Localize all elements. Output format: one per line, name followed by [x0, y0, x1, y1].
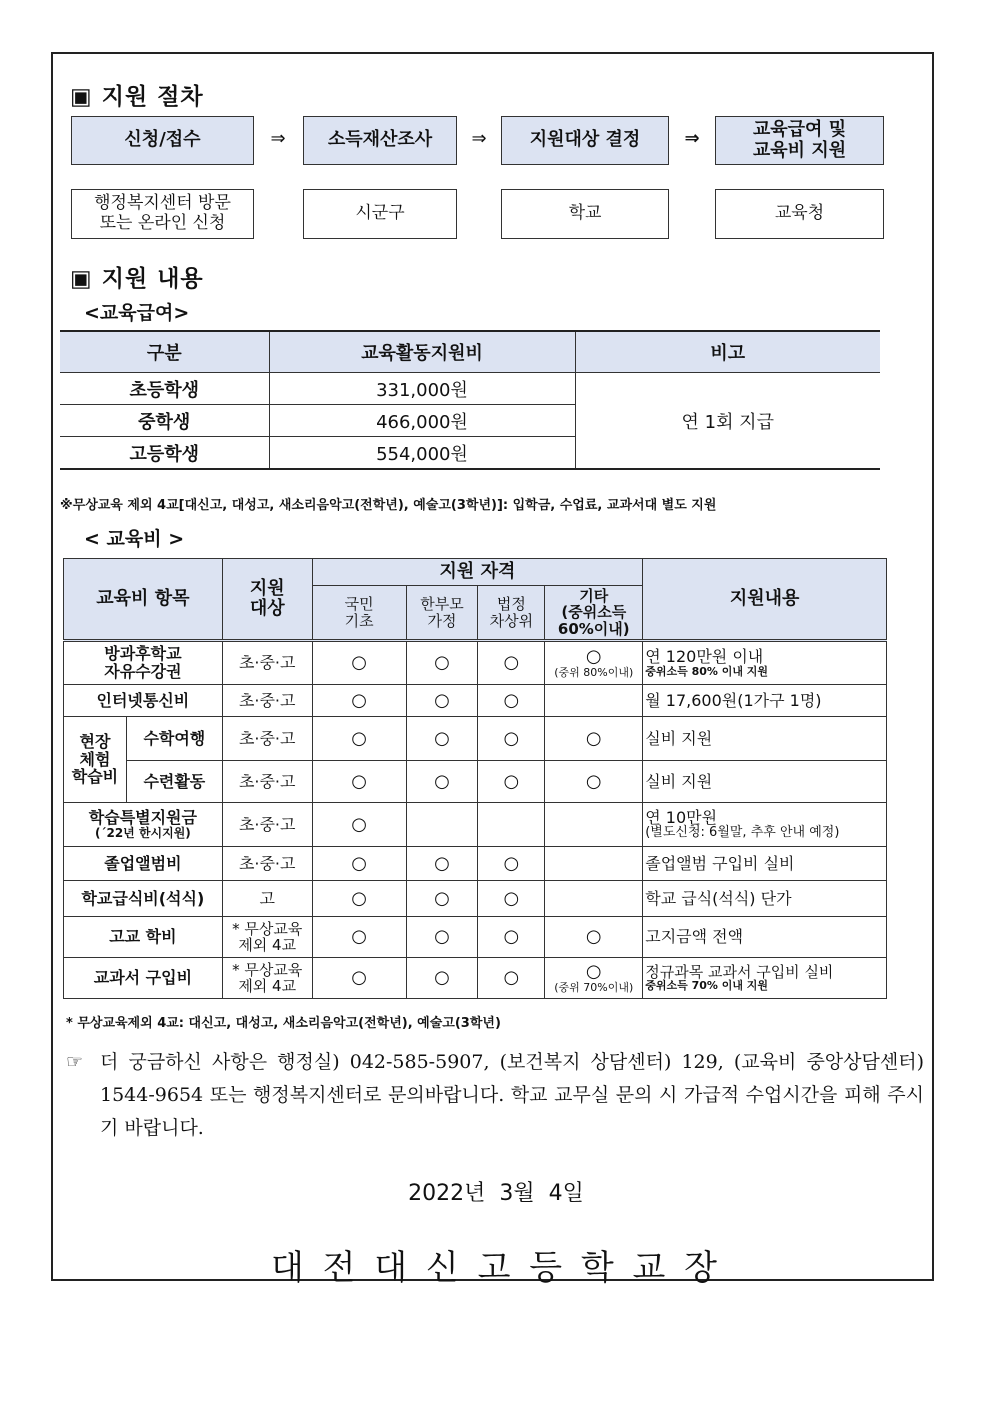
row-label: 인터넷통신비 — [64, 685, 223, 717]
content-main: 연 10만원 — [645, 807, 718, 827]
header-category: 구분 — [60, 331, 269, 373]
step-income-survey: 소득재산조사 — [303, 116, 457, 165]
check-circle-icon: ○ — [478, 717, 545, 761]
header-target: 지원 대상 — [222, 559, 312, 641]
table-row — [64, 761, 887, 803]
check-circle-icon: ○ — [478, 847, 545, 881]
table-row — [64, 917, 887, 958]
table-header-row — [60, 331, 880, 373]
row-content: 졸업앨범 구입비 실비 — [643, 847, 887, 881]
table-row — [64, 685, 887, 717]
row-amount: 331,000원 — [269, 373, 575, 405]
row-amount: 554,000원 — [269, 437, 575, 470]
empty-cell — [545, 803, 643, 847]
agent-school: 학교 — [501, 189, 669, 239]
cost-subtitle: < 교육비 > — [84, 528, 185, 550]
row-label: 방과후학교 자유수강권 — [64, 641, 223, 685]
header-single-parent: 한부모 가정 — [406, 586, 478, 641]
cost-note: * 무상교육제외 4교: 대신고, 대성고, 새소리음악고(전학년), 예술고(3학년) — [66, 1016, 501, 1031]
row-target: 초·중·고 — [222, 847, 312, 881]
check-circle-icon: ○ — [545, 917, 643, 958]
row-target: * 무상교육 제외 4교 — [222, 917, 312, 958]
arrow-right-icon: ⇒ — [684, 128, 700, 149]
header-qualification: 지원 자격 — [312, 559, 643, 586]
benefit-subtitle: <교육급여> — [84, 302, 190, 324]
check-circle-icon: ○ — [406, 641, 478, 685]
row-label: 수학여행 — [126, 717, 222, 761]
arrow-right-icon: ⇒ — [270, 128, 286, 149]
check-circle-icon: ○ — [312, 958, 406, 999]
check-circle-icon: ○ — [312, 881, 406, 917]
row-amount: 466,000원 — [269, 405, 575, 437]
row-label: 학교급식비(석식) — [64, 881, 223, 917]
other-note: (중위 70%이내) — [554, 980, 634, 994]
content-sub: 중위소득 70% 이내 지원 — [645, 979, 769, 993]
row-label: 학습특별지원금 — [88, 808, 197, 828]
row-content — [643, 803, 887, 847]
header-activity-support: 교육활동지원비 — [269, 331, 575, 373]
check-circle-icon: ○ — [406, 917, 478, 958]
content-main: 정규과목 교과서 구입비 실비 — [645, 962, 834, 981]
empty-cell — [545, 847, 643, 881]
header-basic-livelihood: 국민 기초 — [312, 586, 406, 641]
row-label: 고교 학비 — [64, 917, 223, 958]
table-row — [64, 803, 887, 847]
check-circle-icon: ○ — [478, 917, 545, 958]
check-circle-icon: ○ — [406, 958, 478, 999]
content-sub: 중위소득 80% 이내 지원 — [645, 664, 769, 678]
agent-welfare-center: 행정복지센터 방문 또는 온라인 신청 — [71, 189, 254, 239]
table-row — [64, 641, 887, 685]
check-circle-icon: ○ — [312, 917, 406, 958]
document-date: 2022년 3월 4일 — [408, 1181, 584, 1206]
content-heading — [70, 260, 204, 293]
check-circle-icon: ○ — [545, 717, 643, 761]
row-label: 수련활동 — [126, 761, 222, 803]
arrow-right-icon: ⇒ — [471, 128, 487, 149]
header-near-poverty: 법정 차상위 — [478, 586, 545, 641]
row-label-cell — [64, 803, 223, 847]
check-circle-icon: ○ — [585, 646, 602, 668]
square-marker-icon: ▣ — [70, 266, 93, 292]
signature: 대 전 대 신 고 등 학 교 장 — [270, 1248, 722, 1288]
row-label: 초등학생 — [60, 373, 269, 405]
check-circle-icon: ○ — [478, 881, 545, 917]
header-remark: 비고 — [575, 331, 880, 373]
benefit-table — [60, 330, 880, 470]
row-label-sub: (´22년 한시지원) — [94, 825, 191, 840]
check-circle-icon: ○ — [406, 881, 478, 917]
table-row — [64, 847, 887, 881]
agent-education-office: 교육청 — [715, 189, 884, 239]
row-label: 중학생 — [60, 405, 269, 437]
row-target: 초·중·고 — [222, 803, 312, 847]
square-marker-icon: ▣ — [70, 84, 93, 110]
check-circle-icon: ○ — [406, 717, 478, 761]
group-label: 현장 체험 학습비 — [64, 717, 127, 803]
row-label: 교과서 구입비 — [64, 958, 223, 999]
check-circle-icon: ○ — [545, 761, 643, 803]
agent-city: 시군구 — [303, 189, 457, 239]
header-content: 지원내용 — [643, 559, 887, 641]
check-circle-icon: ○ — [312, 685, 406, 717]
check-circle-icon: ○ — [312, 641, 406, 685]
row-label: 졸업앨범비 — [64, 847, 223, 881]
empty-cell — [478, 803, 545, 847]
content-title: 지원 내용 — [101, 266, 204, 292]
row-content: 실비 지원 — [643, 761, 887, 803]
row-content — [643, 958, 887, 999]
check-circle-icon: ○ — [312, 847, 406, 881]
row-target: 초·중·고 — [222, 641, 312, 685]
check-circle-icon: ○ — [406, 847, 478, 881]
row-content: 월 17,600원(1가구 1명) — [643, 685, 887, 717]
check-circle-icon: ○ — [312, 761, 406, 803]
table-row — [64, 958, 887, 999]
contact-text: 더 궁금하신 사항은 행정실) 042-585-5907, (보건복지 상담센터) 129, (교육비 중앙상담센터) 1544-9654 또는 행정복지센터로 문의바랍니다. 학교 교무실 문의 시 가급적 수업시간을 피해 주시기 바랍니다. — [100, 1051, 924, 1139]
other-cell — [545, 685, 643, 717]
header-other: 기타 (중위소득 60%이내) — [545, 586, 643, 641]
table-row — [60, 373, 880, 405]
pointing-hand-icon: ☞ — [66, 1051, 84, 1073]
empty-cell — [406, 803, 478, 847]
check-circle-icon: ○ — [478, 641, 545, 685]
row-target: 초·중·고 — [222, 717, 312, 761]
empty-cell — [545, 881, 643, 917]
row-content: 실비 지원 — [643, 717, 887, 761]
step-support: 교육급여 및 교육비 지원 — [715, 116, 884, 165]
step-decision: 지원대상 결정 — [501, 116, 669, 165]
other-cell — [545, 958, 643, 999]
header-item: 교육비 항목 — [64, 559, 223, 641]
check-circle-icon: ○ — [312, 803, 406, 847]
row-content: 학교 급식(석식) 단가 — [643, 881, 887, 917]
table-header-row — [64, 559, 887, 586]
check-circle-icon: ○ — [585, 961, 602, 983]
table-row — [64, 717, 887, 761]
table-row — [64, 881, 887, 917]
row-label: 고등학생 — [60, 437, 269, 470]
check-circle-icon: ○ — [478, 685, 545, 717]
procedure-title: 지원 절차 — [101, 84, 204, 110]
check-circle-icon: ○ — [406, 761, 478, 803]
row-content: 고지금액 전액 — [643, 917, 887, 958]
check-circle-icon: ○ — [312, 717, 406, 761]
check-circle-icon: ○ — [406, 685, 478, 717]
row-target: 초·중·고 — [222, 685, 312, 717]
content-main: 연 120만원 이내 — [645, 647, 764, 667]
row-content — [643, 641, 887, 685]
procedure-heading — [70, 78, 204, 111]
cost-table — [63, 558, 887, 999]
check-circle-icon: ○ — [478, 958, 545, 999]
other-cell — [545, 641, 643, 685]
row-target: * 무상교육 제외 4교 — [222, 958, 312, 999]
other-note: (중위 80%이내) — [554, 665, 634, 679]
check-circle-icon: ○ — [478, 761, 545, 803]
remark-cell: 연 1회 지급 — [575, 373, 880, 470]
row-target: 고 — [222, 881, 312, 917]
benefit-note: ※무상교육 제외 4교[대신고, 대성고, 새소리음악고(전학년), 예술고(3학년)]: 입학금, 수업료, 교과서대 별도 지원 — [60, 498, 717, 513]
content-sub: (별도신청: 6월말, 추후 안내 예정) — [645, 825, 840, 841]
step-apply: 신청/접수 — [71, 116, 254, 165]
row-target: 초·중·고 — [222, 761, 312, 803]
